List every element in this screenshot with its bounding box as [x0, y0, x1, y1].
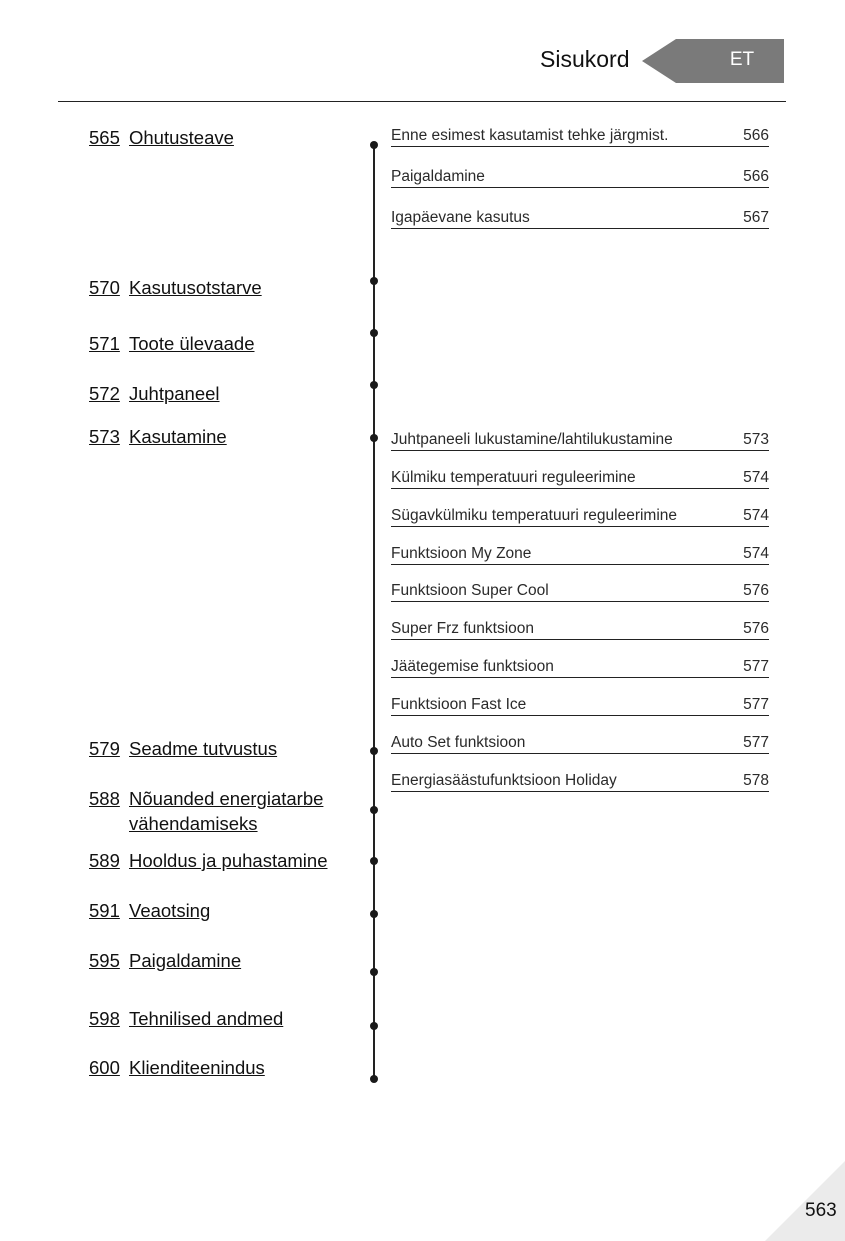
subsection-page: 577: [743, 734, 769, 751]
subsection-page: 574: [743, 469, 769, 486]
chapter-title: Ohutusteave: [129, 127, 234, 148]
subsection-title: Auto Set funktsioon: [391, 734, 526, 751]
timeline-dot: [370, 381, 378, 389]
subsection-page: 566: [743, 127, 769, 144]
chapter-link[interactable]: [89, 736, 277, 761]
page-number: 563: [805, 1200, 837, 1221]
timeline-dot: [370, 1022, 378, 1030]
timeline-dot: [370, 434, 378, 442]
timeline-dot: [370, 910, 378, 918]
subsection-title: Külmiku temperatuuri reguleerimine: [391, 469, 636, 486]
page-title: Sisukord: [540, 46, 630, 72]
chapter-link[interactable]: [89, 948, 241, 973]
subsection-page: 577: [743, 696, 769, 713]
subsection-title: Energiasäästufunktsioon Holiday: [391, 772, 617, 789]
subsection-page: 574: [743, 507, 769, 524]
subsection-title: Igapäevane kasutus: [391, 209, 530, 226]
chapter-page: 570: [89, 277, 120, 298]
chapter-title: Hooldus ja puhastamine: [129, 850, 328, 871]
subsection-link[interactable]: [391, 770, 769, 792]
chapter-link[interactable]: [89, 1055, 265, 1080]
subsection-link[interactable]: [391, 656, 769, 678]
chapter-page: 598: [89, 1008, 120, 1029]
chapter-title: Kasutusotstarve: [129, 277, 262, 298]
subsection-page: 577: [743, 658, 769, 675]
chapter-page: 595: [89, 950, 120, 971]
chapter-page: 600: [89, 1057, 120, 1078]
subsection-link[interactable]: [391, 543, 769, 565]
chapter-link[interactable]: [89, 125, 234, 150]
chapter-title: Kasutamine: [129, 426, 227, 447]
subsection-title: Juhtpaneeli lukustamine/lahtilukustamine: [391, 431, 673, 448]
chapter-title: Seadme tutvustus: [129, 738, 278, 759]
subsection-link[interactable]: [391, 166, 769, 188]
chapter-page: 571: [89, 333, 120, 354]
chapter-title: Paigaldamine: [129, 950, 242, 971]
subsection-link[interactable]: [391, 505, 769, 527]
chapter-page: 591: [89, 900, 120, 921]
language-label: ET: [729, 49, 755, 70]
chapter-link[interactable]: [89, 786, 369, 836]
timeline-dot: [370, 1075, 378, 1083]
subsection-link[interactable]: [391, 467, 769, 489]
subsection-link[interactable]: [391, 580, 769, 602]
subsection-title: Paigaldamine: [391, 168, 485, 185]
subsection-title: Funktsioon My Zone: [391, 545, 532, 562]
chapter-title: Toote ülevaade: [129, 333, 255, 354]
subsection-page: 574: [743, 545, 769, 562]
subsection-page: 578: [743, 772, 769, 789]
timeline-dot: [370, 141, 378, 149]
chapter-link[interactable]: [89, 275, 262, 300]
subsection-title: Funktsioon Fast Ice: [391, 696, 527, 713]
timeline-dot: [370, 806, 378, 814]
subsection-link[interactable]: [391, 125, 769, 147]
chapter-title: Juhtpaneel: [129, 383, 220, 404]
subsection-page: 576: [743, 620, 769, 637]
timeline-dot: [370, 857, 378, 865]
header-divider: [58, 101, 786, 102]
timeline-dot: [370, 747, 378, 755]
subsection-page: 576: [743, 582, 769, 599]
subsection-title: Super Frz funktsioon: [391, 620, 535, 637]
subsection-title: Funktsioon Super Cool: [391, 582, 549, 599]
chapter-title: Nõuanded energiatarbe vähendamiseks: [129, 788, 324, 834]
subsection-link[interactable]: [391, 694, 769, 716]
chapter-page: 565: [89, 127, 120, 148]
subsection-page: 567: [743, 209, 769, 226]
language-tab: [642, 39, 784, 83]
timeline-dot: [370, 968, 378, 976]
chapter-title: Klienditeenindus: [129, 1057, 265, 1078]
chapter-page: 579: [89, 738, 120, 759]
chapter-page: 589: [89, 850, 120, 871]
subsection-page: 566: [743, 168, 769, 185]
subsection-link[interactable]: [391, 429, 769, 451]
subsection-title: Sügavkülmiku temperatuuri reguleerimine: [391, 507, 678, 524]
chapter-link[interactable]: [89, 848, 328, 873]
subsection-link[interactable]: [391, 207, 769, 229]
timeline-dot: [370, 329, 378, 337]
timeline-dot: [370, 277, 378, 285]
subsection-title: Enne esimest kasutamist tehke järgmist.: [391, 127, 669, 144]
chapter-link[interactable]: [89, 331, 255, 356]
subsection-title: Jäätegemise funktsioon: [391, 658, 554, 675]
chapter-page: 572: [89, 383, 120, 404]
chapter-title: Veaotsing: [129, 900, 211, 921]
subsection-link[interactable]: [391, 618, 769, 640]
chapter-link[interactable]: [89, 1006, 283, 1031]
subsection-page: 573: [743, 431, 769, 448]
chapter-title: Tehnilised andmed: [129, 1008, 284, 1029]
chapter-page: 588: [89, 788, 120, 809]
chapter-link[interactable]: [89, 424, 227, 449]
chapter-link[interactable]: [89, 381, 220, 406]
chapter-link[interactable]: [89, 898, 210, 923]
subsection-link[interactable]: [391, 732, 769, 754]
chapter-page: 573: [89, 426, 120, 447]
